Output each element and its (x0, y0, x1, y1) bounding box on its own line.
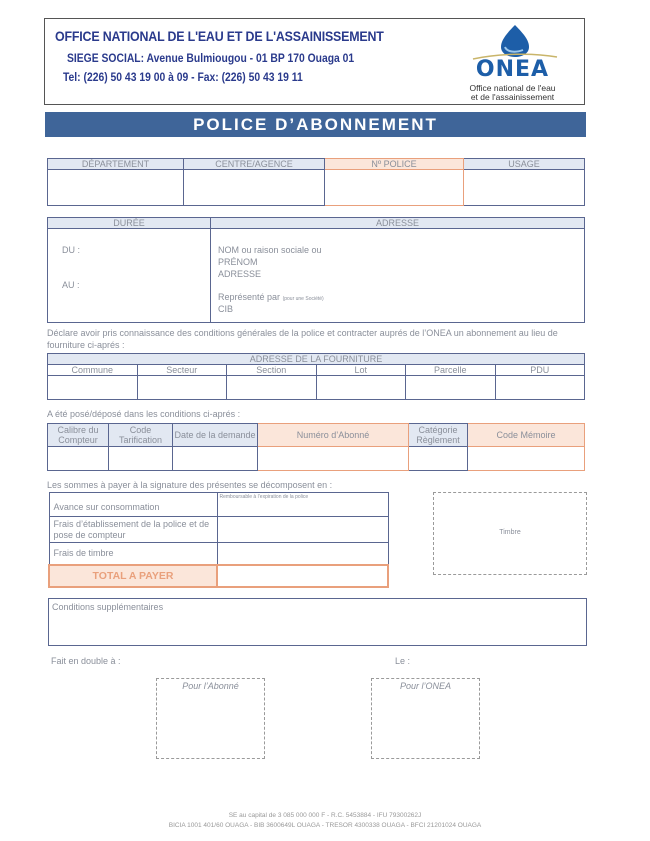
compteur-table (47, 423, 585, 471)
water-drop-icon (445, 21, 580, 61)
represente-label (218, 292, 324, 302)
date-demande-field[interactable] (173, 447, 258, 471)
col-calibre: Calibre du Compteur (48, 424, 109, 447)
usage-field[interactable] (464, 170, 585, 206)
timbre-box[interactable] (433, 492, 587, 575)
pdu-field[interactable] (495, 376, 585, 400)
represente-text: Représenté par (218, 292, 281, 302)
page-title: POLICE D’ABONNEMENT (45, 112, 586, 137)
frais-etablissement-field[interactable] (217, 517, 388, 543)
parcelle-field[interactable] (406, 376, 496, 400)
code-tarification-field[interactable] (109, 447, 173, 471)
onea-logo (445, 21, 580, 103)
code-memoire-field[interactable] (468, 447, 585, 471)
footer-line-2: BICIA 1001 401/60 OUAGA - BIB 3600649L OUAGA - TRESOR 4300338 OUAGA - BFCI 21201024 OUAGA (168, 822, 482, 829)
col-date-demande: Date de la demande (173, 424, 258, 447)
du-label: DU : (62, 245, 80, 255)
col-adresse: ADRESSE (211, 218, 585, 229)
fourniture-header: ADRESSE DE LA FOURNITURE (48, 354, 585, 365)
col-duree: DURÉE (48, 218, 211, 229)
total-field[interactable] (217, 565, 388, 587)
secteur-field[interactable] (137, 376, 227, 400)
avance-note: Remboursable à l’expiration de la police (219, 494, 309, 500)
nom-label: NOM ou raison sociale ou (218, 245, 322, 255)
logo-brand: ONEA (475, 57, 550, 82)
section-field[interactable] (227, 376, 317, 400)
frais-etablissement-label: Frais d’établissement de la police et de pose de compteur (49, 517, 217, 543)
col-commune: Commune (48, 365, 138, 376)
lot-field[interactable] (316, 376, 406, 400)
avance-label: Avance sur consommation (49, 493, 217, 517)
le-label: Le : (395, 656, 411, 666)
avance-field[interactable] (217, 493, 388, 517)
au-label: AU : (62, 280, 80, 290)
adresse-cell[interactable] (211, 229, 585, 323)
departement-field[interactable] (48, 170, 184, 206)
col-lot: Lot (316, 365, 406, 376)
logo-subtitle-2: et de l'assainissement (470, 92, 555, 102)
frais-timbre-field[interactable] (217, 543, 388, 565)
col-code-memoire: Code Mémoire (468, 424, 585, 447)
duree-cell[interactable] (48, 229, 211, 323)
col-parcelle: Parcelle (406, 365, 496, 376)
calibre-field[interactable] (48, 447, 109, 471)
col-no-police: Nº POLICE (325, 159, 464, 170)
total-label: TOTAL A PAYER (49, 565, 217, 587)
categorie-reglement-field[interactable] (409, 447, 468, 471)
signature-abonne-label: Pour l’Abonné (182, 681, 239, 691)
no-police-field[interactable] (325, 170, 464, 206)
adresse-label: ADRESSE (218, 269, 262, 279)
numero-abonne-field[interactable] (258, 447, 409, 471)
col-categorie-reglement: Catégorie Règlement (409, 424, 468, 447)
org-name: OFFICE NATIONAL DE L'EAU ET DE L'ASSAINISSEMENT (55, 29, 384, 44)
sommes-table (48, 492, 389, 588)
frais-timbre-label: Frais de timbre (49, 543, 217, 565)
cib-label: CIB (218, 304, 234, 314)
duree-adresse-table (47, 217, 585, 323)
signature-abonne-box[interactable] (156, 678, 265, 759)
pose-intro: A été posé/déposé dans les conditions ci-aprés : (47, 409, 241, 419)
org-address: SIEGE SOCIAL: Avenue Bulmiougou - 01 BP 170 Ouaga 01 (67, 53, 355, 65)
declaration-text: Déclare avoir pris connaissance des conditions générales de la police et contracter auprés de l’ONEA un abonnement au lieu de fourniture ci-aprés : (47, 328, 558, 350)
conditions-label: Conditions supplémentaires (52, 602, 164, 612)
fait-label: Fait en double à : (51, 656, 121, 666)
col-numero-abonne: Numéro d’Abonné (258, 424, 409, 447)
col-code-tarification: Code Tarification (109, 424, 173, 447)
logo-subtitle-1: Office national de l'eau (469, 83, 556, 93)
col-secteur: Secteur (137, 365, 227, 376)
org-contact: Tel: (226) 50 43 19 00 à 09 - Fax: (226) 50 43 19 11 (63, 72, 303, 84)
centre-agence-field[interactable] (184, 170, 325, 206)
col-usage: USAGE (464, 159, 585, 170)
sommes-intro: Les sommes à payer à la signature des présentes se décomposent en : (47, 480, 333, 490)
timbre-label: Timbre (499, 529, 521, 536)
conditions-box[interactable] (48, 598, 587, 646)
prenom-label: PRÉNOM (218, 257, 258, 267)
col-section: Section (227, 365, 317, 376)
col-departement: DÉPARTEMENT (48, 159, 184, 170)
signature-onea-box[interactable] (371, 678, 480, 759)
col-pdu: PDU (495, 365, 585, 376)
letterhead (44, 18, 585, 105)
col-centre-agence: CENTRE/AGENCE (184, 159, 325, 170)
identification-table (47, 158, 585, 206)
footer-line-1: SE au capital de 3 085 000 000 F - R.C. 5453884 - IFU 79300262J (228, 812, 422, 819)
commune-field[interactable] (48, 376, 138, 400)
fourniture-table (47, 353, 585, 400)
represente-note: (pour une Société) (282, 296, 324, 302)
signature-onea-label: Pour l’ONEA (399, 681, 452, 691)
